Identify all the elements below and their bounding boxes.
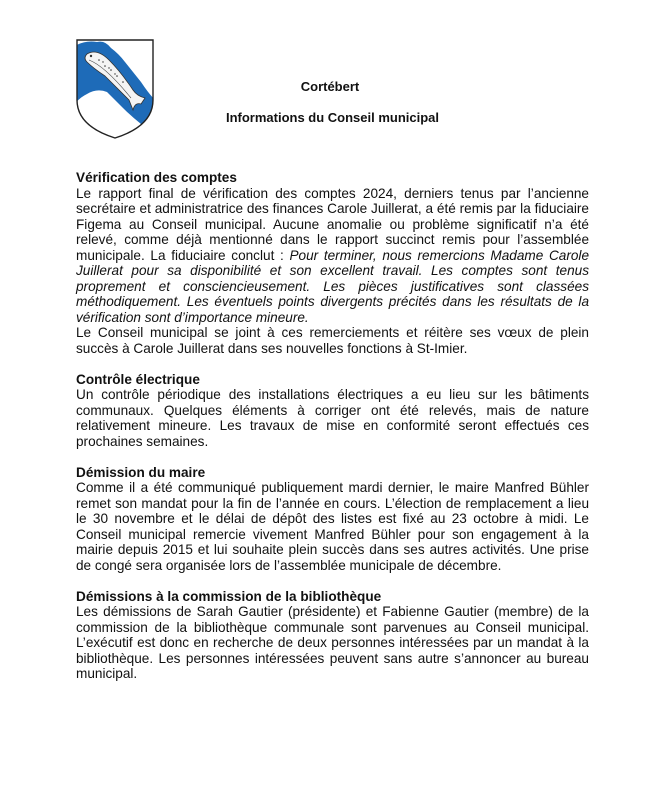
line-text: L’exécutif est donc en recherche de deux personnes intéressées par un mandat à la	[76, 635, 589, 650]
document-body	[76, 170, 589, 697]
line-text: Comme il a été communiqué publiquement mardi dernier, le maire Manfred Bühler	[76, 480, 589, 495]
paragraph-line	[76, 604, 589, 620]
paragraph-line	[76, 387, 589, 403]
quoted-text: Pour terminer, nous remercions Madame Carole	[289, 247, 590, 263]
paragraph-line	[76, 201, 589, 217]
section-verification-des-comptes	[76, 170, 589, 356]
paragraph-line	[76, 232, 589, 248]
paragraph-line	[76, 279, 589, 295]
coat-of-arms-trout-icon	[75, 38, 155, 140]
paragraph-line	[76, 527, 589, 543]
paragraph-line	[76, 217, 589, 233]
quoted-text: méthodiquement. Les éventuels points divergents précités dans les résultats de la	[76, 294, 589, 309]
line-text: le 30 novembre et le délai de dépôt des listes est fixé au 23 octobre à midi. Le	[76, 511, 589, 526]
paragraph-line	[76, 558, 589, 574]
line-text: Un contrôle périodique des installations électriques a eu lieu sur les bâtiments	[76, 387, 589, 402]
section-heading: Démissions à la commission de la bibliothèque	[76, 588, 382, 604]
quoted-text: Juillerat pour sa disponibilité et son excellent travail. Les comptes sont tenus	[76, 263, 589, 278]
paragraph-line	[76, 186, 589, 202]
quoted-text: vérification sont d’importance mineure.	[76, 309, 309, 325]
line-text: remet son mandat pour la fin de l’année en cours. L’élection de remplacement a lieu	[76, 495, 589, 511]
paragraph-line	[76, 635, 589, 651]
line-text: mairie depuis 2015 et lui souhaite plein succès dans ses autres activités. Une prise	[76, 542, 589, 557]
paragraph-line	[76, 418, 589, 434]
line-text: Le Conseil municipal se joint à ces remerciements et réitère ses vœux de plein	[76, 325, 589, 340]
municipal-crest	[75, 38, 155, 140]
paragraph-line	[76, 310, 589, 326]
line-text: Figema au Conseil municipal. Aucune anomalie ou problème significatif n’a été	[76, 216, 589, 232]
line-text: bibliothèque. Les personnes intéressées peuvent sans autre s’annoncer au bureau	[76, 650, 589, 666]
line-text: Les démissions de Sarah Gautier (présidente) et Fabienne Gautier (membre) de la	[76, 604, 589, 619]
page-title: Cortébert	[300, 79, 360, 94]
line-text: prochaines semaines.	[76, 433, 209, 449]
line-text: Le rapport final de vérification des comptes 2024, derniers tenus par l’ancienne	[76, 185, 589, 201]
section-heading: Vérification des comptes	[76, 170, 237, 185]
paragraph-line	[76, 542, 589, 558]
paragraph-line	[76, 403, 589, 419]
section-heading: Contrôle électrique	[76, 371, 200, 387]
line-text: commission de la bibliothèque communale sont parvenues au Conseil municipal.	[76, 619, 589, 635]
paragraph-line	[76, 325, 589, 341]
paragraph-line	[76, 248, 589, 264]
line-text: succès à Carole Juillerat dans ses nouvelles fonctions à St-Imier.	[76, 340, 468, 356]
paragraph-line	[76, 620, 589, 636]
line-text: relevé, comme déjà mentionné dans le rapport succinct remis pour l’assemblée	[76, 232, 589, 247]
section-demission-du-maire	[76, 465, 589, 574]
line-text: municipal.	[76, 666, 138, 681]
paragraph-line	[76, 511, 589, 527]
line-text: communaux. Quelques éléments à corriger ont été relevés, mais de nature	[76, 402, 589, 418]
paragraph-line	[76, 294, 589, 310]
page-subtitle: Informations du Conseil municipal	[225, 110, 440, 125]
line-text: de congé sera organisée lors de l’assemblée municipale de décembre.	[76, 557, 502, 573]
line-text: secrétaire et administratrice des finances Carole Juillerat, a été remis par la fiduciaire	[76, 201, 589, 216]
quoted-text: proprement et consciencieusement. Les pièces justificatives sont classées	[76, 278, 589, 294]
section-heading: Démission du maire	[76, 464, 206, 480]
line-text: municipale. La fiduciaire conclut :	[76, 247, 290, 263]
line-text: Conseil municipal remercie vivement Manfred Bühler pour son engagement à la	[76, 526, 589, 542]
paragraph-line	[76, 480, 589, 496]
paragraph-line	[76, 434, 589, 450]
paragraph-line	[76, 341, 589, 357]
paragraph-line	[76, 666, 589, 682]
section-demissions-a-la-commission-de-la-bibliotheque	[76, 589, 589, 682]
line-text: relativement mineure. Les travaux de mise en conformité seront effectués ces	[76, 418, 589, 433]
paragraph-line	[76, 496, 589, 512]
paragraph-line	[76, 263, 589, 279]
section-controle-electrique	[76, 372, 589, 450]
paragraph-line	[76, 651, 589, 667]
